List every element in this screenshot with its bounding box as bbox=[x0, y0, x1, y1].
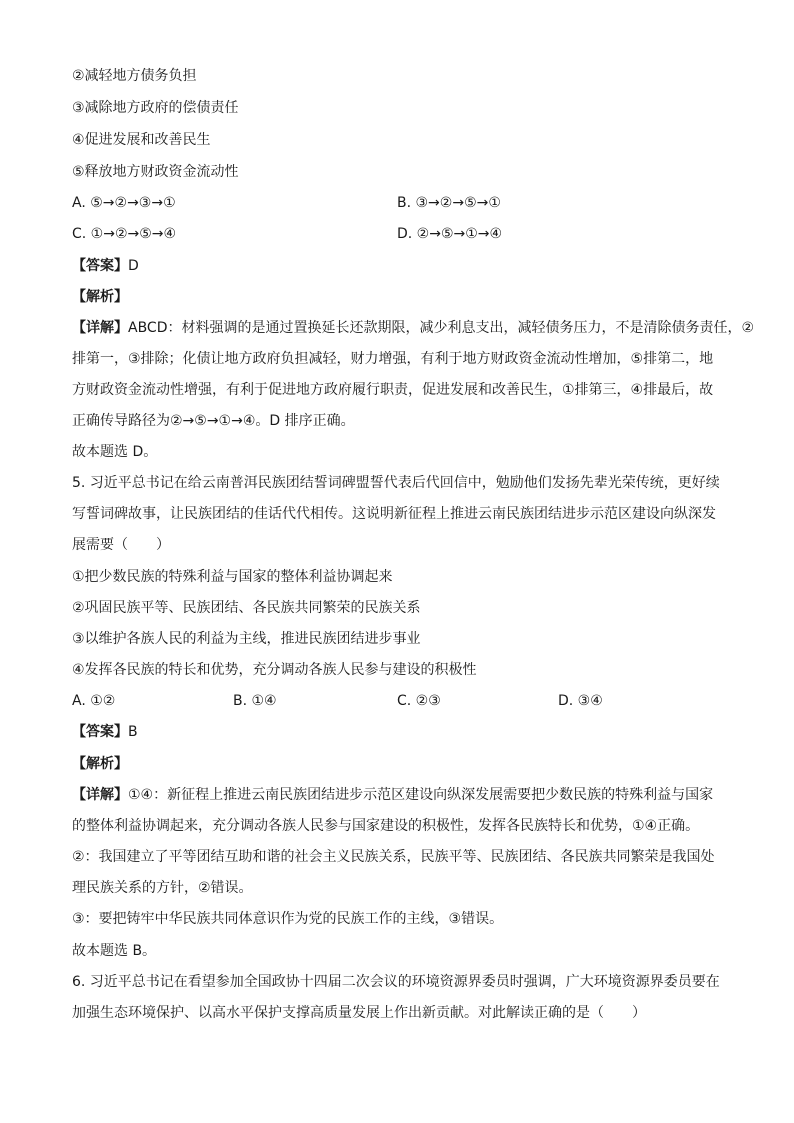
option-a: A. ⑤→②→③→① bbox=[72, 195, 176, 211]
option-b: B. ①④ bbox=[233, 693, 277, 709]
choice-item: ④促进发展和改善民生 bbox=[72, 132, 211, 148]
detail-line: ③：要把铸牢中华民族共同体意识作为党的民族工作的主线，③错误。 bbox=[72, 911, 504, 927]
option-c: C. ②③ bbox=[397, 693, 441, 709]
choice-item: ②减轻地方债务负担 bbox=[72, 68, 197, 84]
analysis-heading bbox=[72, 287, 752, 307]
analysis-tag: 【解析】 bbox=[72, 756, 128, 772]
analysis-heading bbox=[72, 754, 752, 774]
question-stem: 加强生态环境保护、以高水平保护支撑高质量发展上作出新贡献。对此解读正确的是（ ） bbox=[72, 1005, 646, 1021]
detail-line: 正确传导路径为②→⑤→①→④。D 排序正确。 bbox=[72, 413, 355, 429]
detail-line: 的整体利益协调起来，充分调动各族人民参与国家建设的积极性，发挥各民族特长和优势，①④正确。 bbox=[72, 818, 700, 834]
option-c: C. ①→②→⑤→④ bbox=[72, 226, 177, 242]
detail-line: 排第一，③排除；化债让地方政府负担减轻，财力增强，有利于地方财政资金流动性增加，⑤排第二，地 bbox=[72, 351, 714, 367]
analysis-tag: 【解析】 bbox=[72, 289, 128, 305]
answer-line bbox=[72, 256, 752, 276]
detail-line bbox=[72, 318, 755, 338]
choice-item: ③减除地方政府的偿债责任 bbox=[72, 100, 239, 116]
detail-line: 方财政资金流动性增强，有利于促进地方政府履行职责，促进发展和改善民生，①排第三，④排最后，故 bbox=[72, 382, 714, 398]
conclusion: 故本题选 D。 bbox=[72, 444, 158, 460]
choice-item: ②巩固民族平等、民族团结、各民族共同繁荣的民族关系 bbox=[72, 600, 421, 616]
answer-value: B bbox=[128, 724, 138, 740]
conclusion: 故本题选 B。 bbox=[72, 943, 157, 959]
detail-text: ABCD：材料强调的是通过置换延长还款期限，减少利息支出，减轻债务压力，不是清除债务责任，② bbox=[128, 320, 755, 336]
detail-tag: 【详解】 bbox=[72, 320, 128, 336]
answer-line bbox=[72, 722, 752, 742]
question-stem: 6. 习近平总书记在看望参加全国政协十四届二次会议的环境资源界委员时强调，广大环境资源界委员要在 bbox=[72, 974, 720, 990]
question-stem: 展需要（ ） bbox=[72, 537, 170, 553]
option-b: B. ③→②→⑤→① bbox=[397, 195, 501, 211]
option-d: D. ②→⑤→①→④ bbox=[397, 226, 503, 242]
choice-item: ①把少数民族的特殊利益与国家的整体利益协调起来 bbox=[72, 569, 393, 585]
detail-text: ①④：新征程上推进云南民族团结进步示范区建设向纵深发展需要把少数民族的特殊利益与国家 bbox=[128, 787, 714, 803]
option-d: D. ③④ bbox=[558, 693, 603, 709]
detail-tag: 【详解】 bbox=[72, 787, 128, 803]
answer-tag: 【答案】 bbox=[72, 724, 128, 740]
detail-line bbox=[72, 785, 752, 805]
question-stem: 5. 习近平总书记在给云南普洱民族团结誓词碑盟誓代表后代回信中，勉励他们发扬先辈光荣传统，更好续 bbox=[72, 475, 720, 491]
detail-line: ②：我国建立了平等团结互助和谐的社会主义民族关系，民族平等、民族团结、各民族共同繁荣是我国处 bbox=[72, 849, 715, 865]
detail-line: 理民族关系的方针，②错误。 bbox=[72, 880, 253, 896]
option-a: A. ①② bbox=[72, 693, 116, 709]
question-stem: 写誓词碑故事，让民族团结的佳话代代相传。这说明新征程上推进云南民族团结进步示范区建设向纵深发 bbox=[72, 506, 716, 522]
answer-tag: 【答案】 bbox=[72, 258, 128, 274]
answer-value: D bbox=[128, 258, 139, 274]
choice-item: ③以维护各族人民的利益为主线，推进民族团结进步事业 bbox=[72, 631, 421, 647]
choice-item: ⑤释放地方财政资金流动性 bbox=[72, 164, 239, 180]
choice-item: ④发挥各民族的特长和优势，充分调动各族人民参与建设的积极性 bbox=[72, 662, 477, 678]
